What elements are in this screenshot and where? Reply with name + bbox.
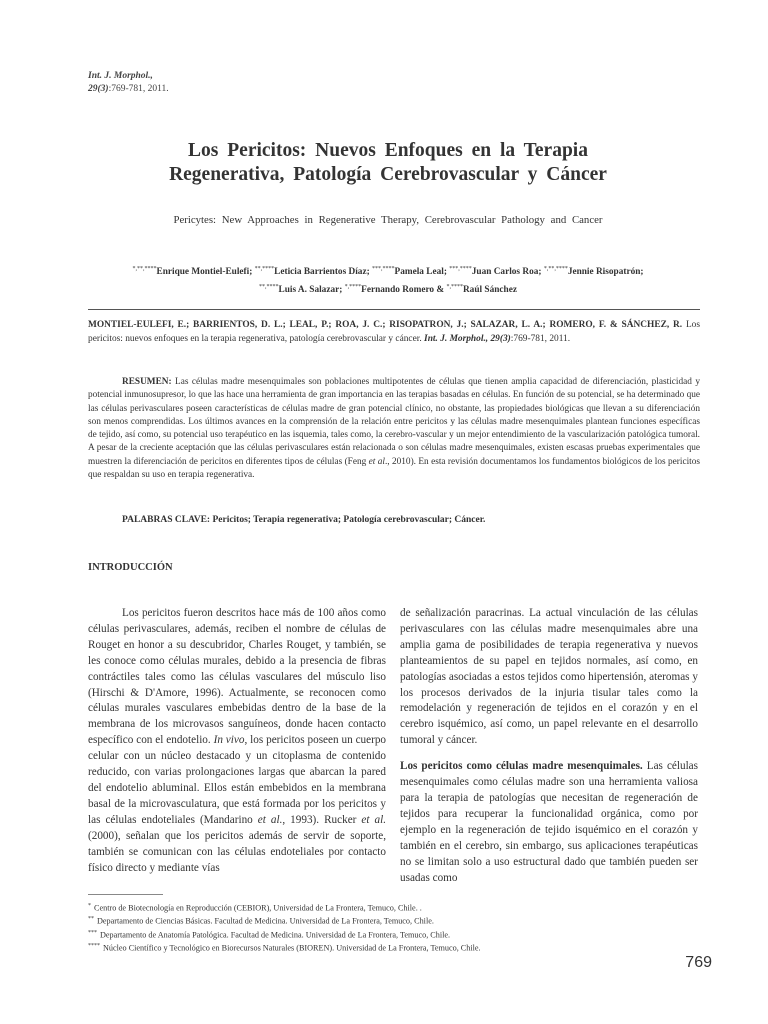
citation-title: Los pericitos: nuevos enfoques en la terapia regenerativa, patología cerebrovascular y cáncer. [88, 320, 701, 344]
footnote-divider [88, 894, 163, 895]
section-heading: INTRODUCCIÓN [88, 562, 173, 573]
abstract-label: RESUMEN: [122, 377, 172, 387]
right-column [400, 606, 698, 886]
citation-journal: Int. J. Morphol., 29(3) [424, 333, 511, 344]
title-line-1: Los Pericitos: Nuevos Enfoques en la Terapia [188, 140, 588, 161]
subsection-heading: Los pericitos como células madre mesenquimales. [400, 760, 643, 773]
keywords-label: PALABRAS CLAVE: [122, 515, 211, 525]
author: **,****Leticia Barrientos Díaz; [254, 266, 373, 278]
footnote: *** Departamento de Anatomía Patológica. Facultad de Medicina. Universidad de La Frontera, Temuco, Chile. [88, 929, 451, 940]
body-paragraph: Los pericitos como células madre mesenquimales. Las células mesenquimales como células madre son una herramienta valiosa para la terapia de patologías que necesitan de regeneración de tejidos para recuperar la funcionalidad orgánica, como por ejemplo en la regeneración de tejido isquémico en el corazón y también en el cerebro, sin embargo, sus aplicaciones terapéuticas no se limitan solo a uso estructural dado que también pueden ser usadas como [400, 760, 699, 884]
header-divider [88, 309, 700, 310]
body-paragraph: Los pericitos fueron descritos hace más de 100 años como células perivasculares, además, reciben el nombre de células de Rouget en honor a su descubridor, Charles Rouget, y también, se les conoce como células murales, debido a la presencia de fibras contráctiles tales como las células vasculares del músculo liso (Hirschi & D'Amore, 1996). Actualmente, se reconocen como células murales vasculares embebidas dentro de la base de la membrana de los microvasos sanguíneos, donde hacen contacto específico con el endotelio. In vivo, los pericitos poseen un cuerpo celular con un núcleo destacado y un citoplasma de contenido reducido, con varias prolongaciones largas que abarcan la pared del endotelio abluminal. Ellos están embebidos en la membrana basal de la microvasculatura, que está formada por los pericitos y las células endoteliales (Mandarino et al., 1993). Rucker et al. (2000), señalan que los pericitos además de servir de soporte, también se comunican con las células endoteliales por contacto físico directo y mediante vías [88, 607, 387, 874]
keywords [122, 515, 700, 525]
left-column [88, 606, 386, 876]
citation-authors: MONTIEL-EULEFI, E.; BARRIENTOS, D. L.; LEAL, P.; ROA, J. C.; RISOPATRON, J.; SALAZAR, L. A.; ROMERO, F. & SÁNCHEZ, R. [88, 320, 683, 330]
author: ***,****Juan Carlos Roa; [449, 266, 544, 278]
author: *,**,****Enrique Montiel-Eulefi; [132, 266, 255, 278]
article-title [88, 139, 688, 187]
journal-name: Int. J. Morphol., [88, 71, 153, 81]
footnote: ** Departamento de Ciencias Básicas. Facultad de Medicina. Universidad de La Frontera, Temuco, Chile. [88, 916, 434, 927]
footnote: **** Núcleo Científico y Tecnológico en Biorecursos Naturales (BIOREN). Universidad de La Frontera, Temuco, Chile. [88, 943, 481, 954]
footnotes [88, 901, 700, 955]
abstract [88, 376, 700, 482]
abstract-cite: et al [368, 456, 385, 467]
keywords-text: Pericitos; Terapia regenerativa; Patología cerebrovascular; Cáncer. [210, 515, 486, 525]
page-number: 769 [685, 954, 712, 971]
abstract-text-end: ., 2010). En esta revisión documentamos los fundamentos biológicos de los pericitos que respaldan su uso en terapia regenerativa. [88, 456, 701, 481]
english-title: Pericytes: New Approaches in Regenerative Therapy, Cerebrovascular Pathology and Cancer [173, 214, 603, 226]
author: ***,****Pamela Leal; [372, 266, 450, 278]
footnote: * Centro de Biotecnología en Reproducción (CEBIOR), Universidad de La Frontera, Temuco, Chile. . [88, 903, 422, 913]
author: *,**,****Jennie Risopatrón; [543, 266, 644, 278]
journal-volume [88, 83, 169, 96]
author: *,****Raúl Sánchez [446, 284, 517, 296]
citation-pages: :769-781, 2011. [510, 333, 571, 344]
volume-issue: 29(3) [88, 84, 109, 94]
abstract-text: Las células madre mesenquimales son poblaciones multipotentes de células que tienen amplia capacidad de diferenciación, plasticidad y potencial inmunosupresor, lo que las hace una herramienta de gran importancia en las terapias basadas en células. En función de su potencial, se ha determinado que las células perivasculares poseen características de células madre de gran potencial clínico, no obstante, las propiedades biológicas que llevan a su diferenciación son menos comprendidas. Los últimos avances en la comprensión de la relación entre pericitos y las células madre mesenquimales plantean funciones específicas de tejido, así como, su potencial uso terapéutico en las isquemia, tales como, la cerebro-vascular y un mejor entendimiento de la vascularización patológica tumoral. A pesar de la creciente aceptación que las células perivasculares están relacionada o son células madre mesenquimales, existen escasas pruebas experimentales que muestren la diferenciación de pericitos en diferentes tipos de células (Feng [88, 377, 700, 467]
author: **,****Luis A. Salazar; [259, 284, 345, 296]
body-paragraph: de señalización paracrinas. La actual vinculación de las células perivasculares con las células madre mesenquimales abre una amplia gama de posibilidades de terapia regenerativa y nuevos planteamientos de su papel en tejidos normales, así como, en patologías asociadas a estos tejidos como hipertensión, ateromas y los procesos derivados de la injuria tisular tales como la remodelación y regeneración de tejidos en el corazón y en el cerebro isquémico, así como, un papel relevante en el desarrollo tumoral y cáncer. [400, 607, 698, 747]
pages-year: :769-781, 2011. [108, 84, 169, 94]
title-line-2: Regenerativa, Patología Cerebrovascular y Cáncer [169, 164, 607, 185]
citation-block [88, 319, 700, 346]
author-list [100, 262, 676, 298]
journal-header [88, 70, 169, 96]
author: *,****Fernando Romero & [344, 284, 447, 296]
